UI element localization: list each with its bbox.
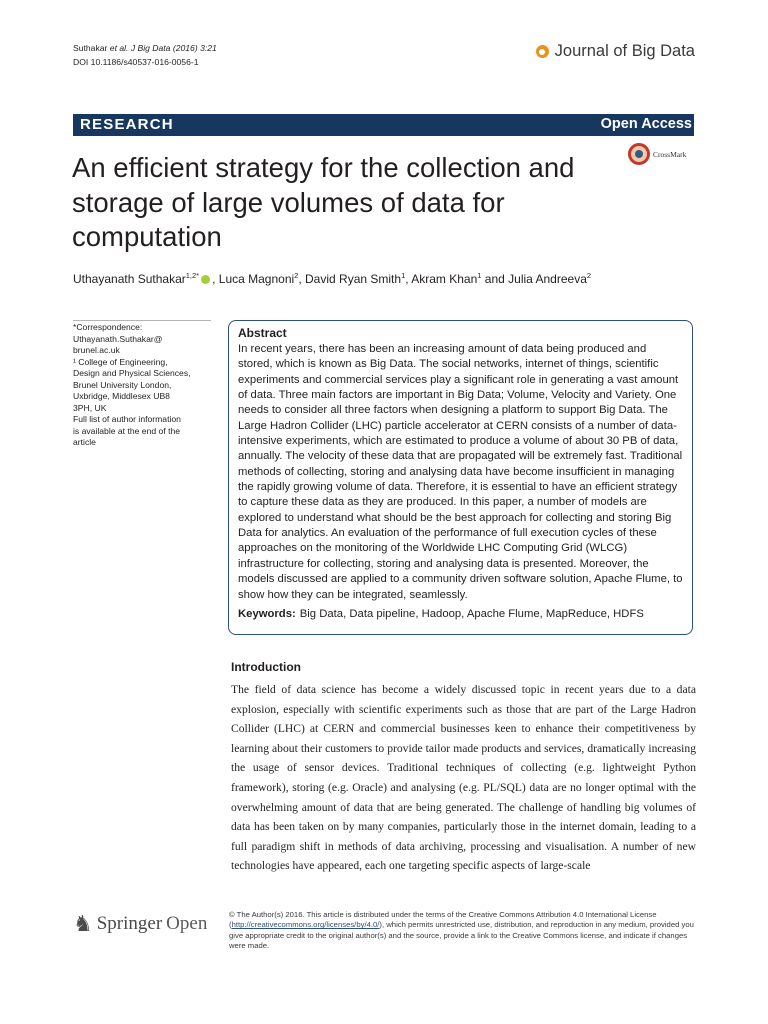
keywords-list: Big Data, Data pipeline, Hadoop, Apache Flume, MapReduce, HDFS [299, 607, 644, 620]
correspondence-line: is available at the end of the [73, 425, 181, 436]
license-text: © The Author(s) 2016. This article is distributed under the terms of the Creative Commons Attribution 4.0 International License ( [229, 910, 657, 930]
keywords-line [238, 607, 683, 622]
correspondence-line: Uxbridge, Middlesex UB8 [73, 391, 170, 401]
citation-journal: et al. J Big Data (2016) 3:21 [109, 43, 217, 53]
author-name[interactable]: David Ryan Smith [305, 272, 402, 286]
abstract-heading: Abstract [238, 326, 287, 340]
article-title: An efficient strategy for the collection and storage of large volumes of data for computation [72, 152, 575, 252]
correspondence-email[interactable]: Uthayanath.Suthakar@ [73, 333, 163, 344]
author-name[interactable]: Uthayanath Suthakar [73, 272, 186, 286]
citation-block [73, 41, 217, 69]
springer-horse-icon: ♞ [73, 911, 93, 936]
correspondence-line: Design and Physical Sciences, [73, 368, 191, 378]
doi-line: DOI 10.1186/s40537-016-0056-1 [73, 57, 199, 67]
introduction-heading: Introduction [231, 660, 301, 674]
correspondence-line: Brunel University London, [73, 379, 172, 390]
author-name[interactable]: Luca Magnoni [218, 272, 295, 286]
author-name[interactable]: Julia Andreeva [508, 272, 587, 286]
crossmark-badge[interactable] [628, 143, 686, 165]
author-name[interactable]: Akram Khan [411, 272, 478, 286]
journal-logo-icon [536, 45, 549, 58]
author-affiliation: 1 [401, 271, 406, 280]
license-notice [229, 910, 695, 952]
article-type-label: RESEARCH [80, 116, 174, 133]
author-separator: , [298, 272, 306, 286]
correspondence-line: article [73, 437, 96, 447]
correspondence-line: ¹ College of Engineering, [73, 356, 168, 367]
journal-name: Journal of Big Data [554, 42, 695, 60]
license-text: ), which permits unrestricted use, distribution, and reproduction in any medium, provided you give appropriate credit to the original author(s) and the source, provide a link to the Creative Commons license, and indicate if changes were made. [229, 920, 694, 951]
correspondence-line: Full list of author information [73, 414, 181, 424]
author-separator: , [212, 272, 219, 286]
publisher-name: Springer [96, 913, 163, 934]
journal-brand[interactable] [536, 42, 695, 61]
correspondence-line: 3PH, UK [73, 402, 107, 413]
crossmark-icon [628, 143, 650, 165]
open-access-label: Open Access [600, 116, 692, 132]
correspondence-line: *Correspondence: [73, 322, 143, 332]
author-separator: and [481, 272, 509, 286]
author-affiliation: 1,2* [185, 271, 200, 280]
keywords-label: Keywords: [238, 607, 296, 620]
citation-line [73, 41, 217, 55]
citation-authors: Suthakar [73, 43, 108, 53]
correspondence-block [73, 322, 218, 449]
orcid-icon[interactable] [201, 275, 210, 284]
crossmark-label: CrossMark [653, 149, 687, 159]
publisher-logo[interactable] [73, 911, 207, 937]
author-affiliation: 2 [294, 271, 299, 280]
author-separator: , [405, 272, 412, 286]
author-affiliation: 1 [477, 271, 482, 280]
correspondence-divider [73, 320, 211, 321]
author-affiliation: 2 [586, 271, 592, 280]
correspondence-email[interactable]: brunel.ac.uk [73, 345, 120, 355]
abstract-body: In recent years, there has been an increasing amount of data being produced and stored, which is known as Big Data. The social networks, internet of things, scientific experiments and commercial services play a significant role in generating a vast amount of data. Three main factors are important in Big Data; Volume, Velocity and Variety. One needs to consider all three factors when designing a platform to support Big Data. The Large Hadron Collider (LHC) particle accelerator at CERN consists of a number of data-intensive experiments, which are estimated to produce a volume of about 30 PB of data, annually. The velocity of these data that are propagated will be extremely fast. Traditional methods of collecting, storing and analysing data have become insufficient in managing the rapidly growing volume of data. Therefore, it is essential to have an efficient strategy to capture these data as they are produced. In this paper, a number of models are explored to understand what should be the best approach for collecting and storing Big Data for analytics. An evaluation of the performance of full execution cycles of these approaches on the monitoring of the Worldwide LHC Computing Grid (WLCG) infrastructure for collecting, storing and analysing data is presented. Moreover, the models discussed are applied to a community driven software solution, Apache Flume, to show how they can be integrated, seamlessly. [238, 343, 683, 601]
introduction-body: The field of data science has become a widely discussed topic in recent years due to a data explosion, especially with scientific experiments such as those that are part of the Large Hadron Collider (LHC) at CERN and commercial businesses keen to enhance their competitiveness by learning about their customers to provide tailor made products and services, dramatically increasing the usage of sensor devices. Traditional techniques of collecting (e.g. lightweight Python framework), storing (e.g. Oracle) and analysing (e.g. PL/SQL) data are no longer optimal with the overwhelming amount of data that are being generated. The challenge of handling big volumes of data has been taken on by many companies, particularly those in the internet domain, leading to a full paradigm shift in methods of data archiving, processing and visualisation. A number of new technologies have appeared, each one targeting specific aspects of large-scale [231, 683, 696, 873]
publisher-suffix: Open [166, 913, 208, 934]
abstract-box [228, 320, 693, 635]
license-link[interactable]: http://creativecommons.org/licenses/by/4.0/ [231, 920, 380, 930]
author-list [73, 271, 591, 286]
